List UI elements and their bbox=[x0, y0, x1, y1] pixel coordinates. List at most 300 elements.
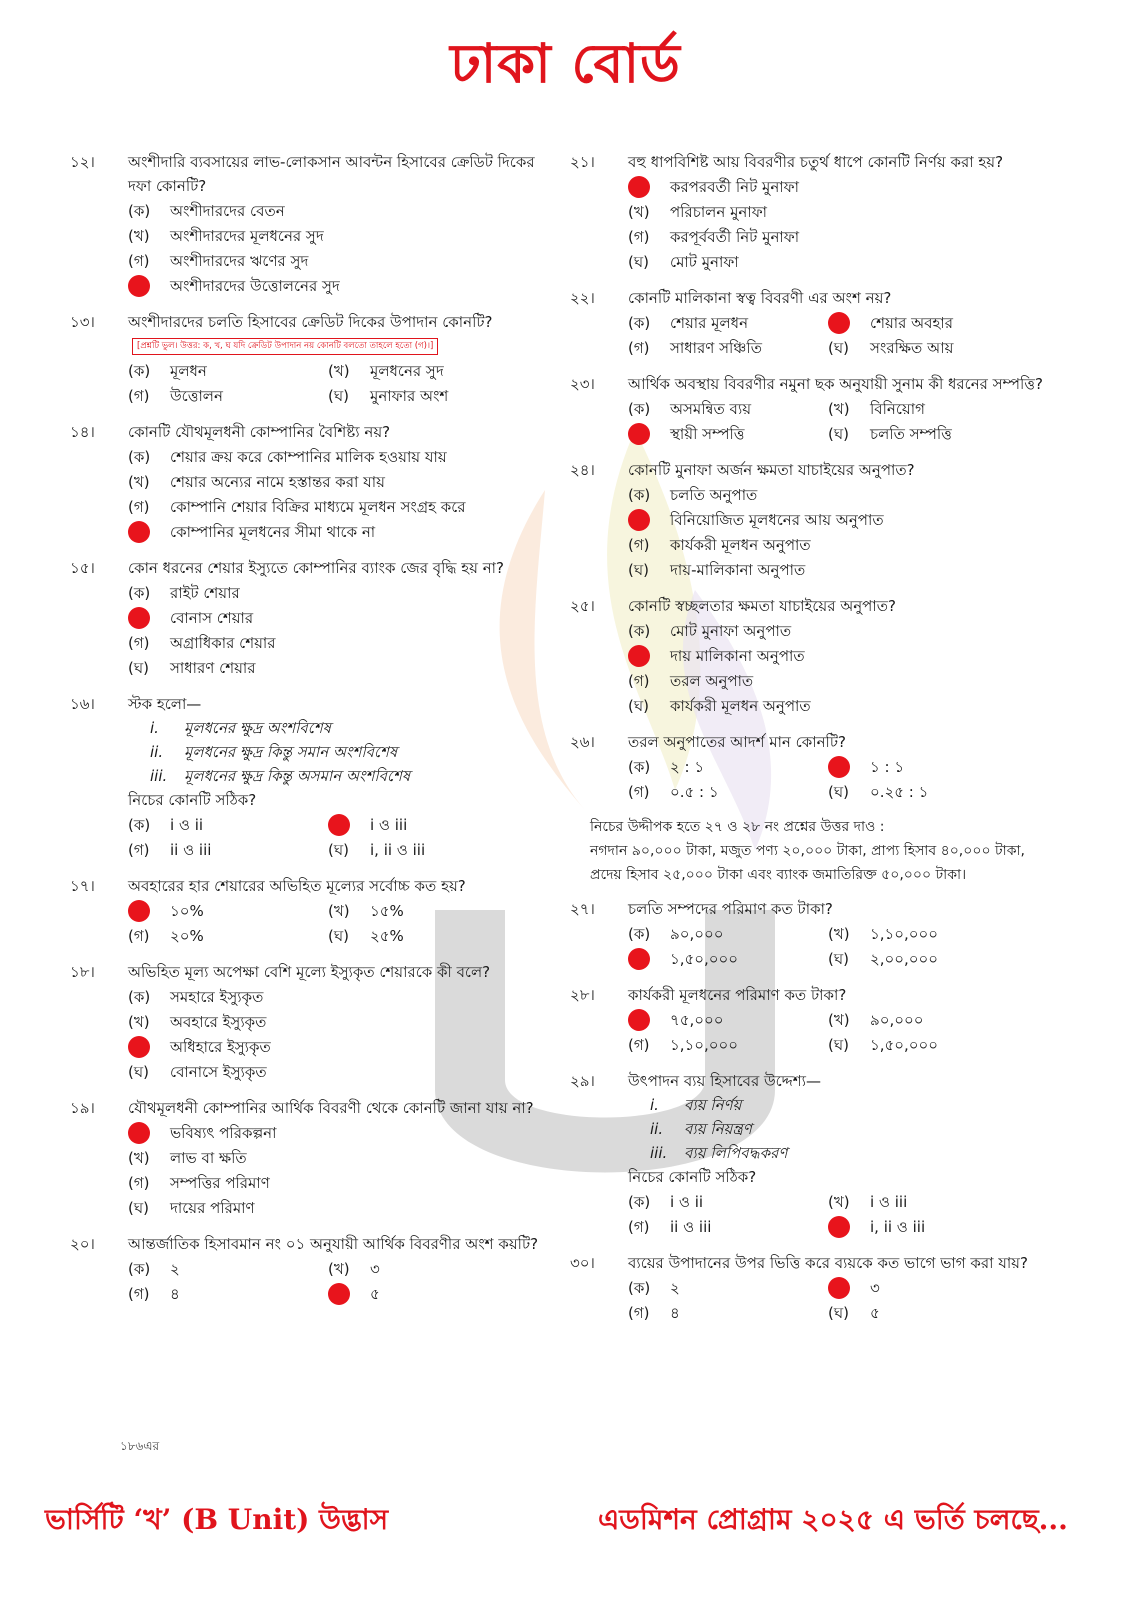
question-text bbox=[628, 730, 1050, 754]
option-text: মূলধনের সুদ bbox=[370, 361, 444, 380]
statement-item bbox=[150, 740, 540, 764]
option-text: দায়ের পরিমাণ bbox=[170, 1198, 255, 1217]
option-label: (খ) bbox=[828, 1010, 850, 1029]
answer-option bbox=[128, 580, 540, 605]
answer-option bbox=[128, 198, 540, 223]
correct-answer-dot-icon bbox=[128, 1122, 150, 1144]
option-label: (গ) bbox=[628, 338, 650, 357]
option-text: অগ্রাধিকার শেয়ার bbox=[170, 633, 276, 652]
question-stem bbox=[70, 1232, 540, 1256]
answer-option bbox=[128, 383, 328, 408]
option-text: ২৫% bbox=[370, 926, 404, 945]
answer-option bbox=[628, 1214, 828, 1239]
question-text-body: অংশীদারি ব্যবসায়ের লাভ-লোকসান আবন্টন হিসাবের ক্রেডিট দিকের দফা কোনটি? bbox=[128, 153, 535, 195]
option-text: i, ii ও iii bbox=[370, 840, 426, 859]
question bbox=[570, 594, 1050, 718]
option-label: (ক) bbox=[128, 583, 151, 602]
question-stem bbox=[570, 897, 1050, 921]
option-text: সাধারণ সঞ্চিতি bbox=[670, 338, 762, 357]
option-text: ২,০০,০০০ bbox=[870, 949, 939, 968]
option-label: (গ) bbox=[628, 1217, 650, 1236]
option-text: i, ii ও iii bbox=[870, 1217, 926, 1236]
option-text: ২ : ১ bbox=[670, 757, 705, 776]
option-grid bbox=[570, 921, 1050, 971]
correct-answer-dot-icon bbox=[628, 423, 650, 445]
option-text: ১,১০,০০০ bbox=[670, 1035, 739, 1054]
option-text: বিনিয়োজিত মূলধনের আয় অনুপাত bbox=[670, 510, 884, 529]
answer-option bbox=[828, 921, 1028, 946]
option-grid bbox=[570, 310, 1050, 360]
answer-option bbox=[828, 421, 1028, 446]
option-text: ii ও iii bbox=[170, 840, 212, 859]
correct-answer-dot-icon bbox=[128, 275, 150, 297]
statement-text: ব্যয় লিপিবদ্ধকরণ bbox=[684, 1144, 788, 1163]
option-grid bbox=[570, 1275, 1050, 1325]
option-list bbox=[70, 580, 540, 680]
question-number: ১৫। bbox=[70, 559, 95, 577]
option-text: শেয়ার ক্রয় করে কোম্পানির মালিক হওয়ায় যায় bbox=[170, 447, 447, 466]
question-text-body: ব্যয়ের উপাদানের উপর ভিত্তি করে ব্যয়কে কত ভাগে ভাগ করা যায়? bbox=[628, 1254, 1028, 1273]
option-text: ৫ bbox=[870, 1303, 880, 1322]
question-text-body: আন্তর্জাতিক হিসাবমান নং ০১ অনুযায়ী আর্থিক বিবরণীর অংশ কয়টি? bbox=[128, 1235, 539, 1253]
question-stem bbox=[70, 150, 540, 198]
question-number: ২৯। bbox=[570, 1072, 595, 1091]
right-column bbox=[570, 150, 1050, 1337]
question bbox=[70, 1232, 540, 1306]
question-text bbox=[628, 286, 1050, 310]
question-text-body: স্টক হলো— bbox=[128, 695, 202, 713]
question-number: ২৮। bbox=[570, 986, 595, 1005]
option-label: (গ) bbox=[628, 782, 650, 801]
option-list bbox=[570, 618, 1050, 718]
option-grid bbox=[570, 754, 1050, 804]
option-text: অবহারে ইস্যুকৃত bbox=[170, 1012, 267, 1031]
answer-option bbox=[128, 1195, 540, 1220]
option-text: ১ : ১ bbox=[870, 757, 905, 776]
answer-option bbox=[128, 1059, 540, 1084]
option-label: (ক) bbox=[128, 815, 151, 834]
option-list bbox=[70, 984, 540, 1084]
correct-answer-dot-icon bbox=[828, 1277, 850, 1299]
question-number: ২৩। bbox=[570, 375, 595, 393]
option-label: (ঘ) bbox=[628, 560, 649, 579]
question-stem bbox=[70, 1096, 540, 1120]
answer-option bbox=[628, 618, 1050, 643]
question-text bbox=[628, 150, 1050, 174]
correct-answer-dot-icon bbox=[828, 756, 850, 778]
option-label: (খ) bbox=[828, 399, 850, 418]
answer-option bbox=[128, 519, 540, 544]
question-stem bbox=[570, 372, 1050, 396]
correct-answer-dot-icon bbox=[128, 607, 150, 629]
question-text bbox=[628, 372, 1050, 396]
question-text-body: আর্থিক অবস্থায় বিবরণীর নমুনা ছক অনুযায়ী সুনাম কী ধরনের সম্পত্তি? bbox=[628, 375, 1043, 393]
correct-answer-dot-icon bbox=[128, 521, 150, 543]
option-grid bbox=[70, 898, 540, 948]
question-text bbox=[628, 1251, 1050, 1275]
question-stem bbox=[70, 874, 540, 898]
correct-answer-dot-icon bbox=[128, 900, 150, 922]
answer-option bbox=[128, 1034, 540, 1059]
option-label: (গ) bbox=[628, 671, 650, 690]
option-text: মুনাফার অংশ bbox=[370, 386, 449, 405]
option-text: ৫ bbox=[370, 1284, 380, 1303]
option-list bbox=[70, 1120, 540, 1220]
option-label: (গ) bbox=[128, 1284, 150, 1303]
answer-option bbox=[628, 1300, 828, 1325]
option-text: কার্যকরী মূলধন অনুপাত bbox=[670, 696, 811, 715]
question-text bbox=[128, 1096, 540, 1120]
question bbox=[570, 458, 1050, 582]
question-number: ১৪। bbox=[70, 423, 95, 441]
answer-option bbox=[628, 199, 1050, 224]
answer-option bbox=[128, 812, 328, 837]
correct-answer-dot-icon bbox=[328, 814, 350, 836]
option-text: কোম্পানি শেয়ার বিক্রির মাধ্যমে মূলধন সংগ্রহ করে bbox=[170, 497, 466, 516]
question bbox=[70, 420, 540, 544]
option-label: (ক) bbox=[628, 924, 651, 943]
question-number: ২৪। bbox=[570, 461, 595, 479]
option-label: (ঘ) bbox=[128, 658, 149, 677]
option-text: ৯০,০০০ bbox=[670, 924, 724, 943]
answer-option bbox=[628, 421, 828, 446]
question-number: ২০। bbox=[70, 1235, 95, 1253]
option-text: লাভ বা ক্ষতি bbox=[170, 1148, 247, 1167]
answer-option bbox=[128, 923, 328, 948]
question bbox=[70, 874, 540, 948]
answer-option bbox=[328, 923, 528, 948]
question bbox=[70, 960, 540, 1084]
question bbox=[570, 730, 1050, 804]
statement-item bbox=[150, 716, 540, 740]
answer-option bbox=[828, 1275, 1028, 1300]
answer-option bbox=[128, 469, 540, 494]
option-label: (ক) bbox=[128, 987, 151, 1006]
option-grid bbox=[70, 812, 540, 862]
option-label: (ঘ) bbox=[828, 1035, 849, 1054]
answer-option bbox=[828, 946, 1028, 971]
statement-item bbox=[650, 1117, 1050, 1141]
answer-option bbox=[128, 1009, 540, 1034]
question-text-body: অভিহিত মূল্য অপেক্ষা বেশি মূল্যে ইস্যুকৃত শেয়ারকে কী বলে? bbox=[128, 963, 491, 981]
answer-option bbox=[628, 224, 1050, 249]
option-text: i ও iii bbox=[870, 1192, 908, 1211]
statement-text: ব্যয় নির্ণয় bbox=[684, 1096, 742, 1115]
option-label: (খ) bbox=[328, 901, 350, 920]
option-label: (ক) bbox=[628, 757, 651, 776]
answer-option bbox=[628, 557, 1050, 582]
option-label: (ঘ) bbox=[828, 782, 849, 801]
answer-option bbox=[628, 249, 1050, 274]
option-text: শেয়ার অন্যের নামে হস্তান্তর করা যায় bbox=[170, 472, 385, 491]
correct-answer-dot-icon bbox=[628, 1009, 650, 1031]
correct-answer-dot-icon bbox=[828, 312, 850, 334]
option-text: সাধারণ শেয়ার bbox=[170, 658, 256, 677]
answer-option bbox=[128, 1120, 540, 1145]
answer-option bbox=[628, 1189, 828, 1214]
option-text: পরিচালন মুনাফা bbox=[670, 202, 768, 221]
answer-option bbox=[828, 1032, 1028, 1057]
question bbox=[570, 372, 1050, 446]
question bbox=[570, 286, 1050, 360]
question-text bbox=[128, 420, 540, 444]
answer-option bbox=[128, 605, 540, 630]
option-label: (ক) bbox=[628, 399, 651, 418]
option-text: স্থায়ী সম্পত্তি bbox=[670, 424, 745, 443]
option-text: ২ bbox=[670, 1278, 680, 1297]
option-label: (গ) bbox=[128, 926, 150, 945]
question-stem bbox=[570, 730, 1050, 754]
option-text: ২ bbox=[170, 1259, 180, 1278]
statement-number: i. bbox=[150, 719, 159, 737]
option-text: i ও iii bbox=[370, 815, 408, 834]
answer-option bbox=[628, 1275, 828, 1300]
question-text-body: চলতি সম্পদের পরিমাণ কত টাকা? bbox=[628, 900, 833, 919]
page-title: ঢাকা বোর্ড bbox=[450, 32, 681, 95]
answer-option bbox=[328, 837, 528, 862]
question-text bbox=[128, 874, 540, 898]
question-number: ২৭। bbox=[570, 900, 595, 919]
option-text: ০.২৫ : ১ bbox=[870, 782, 929, 801]
question bbox=[570, 1251, 1050, 1325]
question-text-body: কোন ধরনের শেয়ার ইস্যুতে কোম্পানির ব্যাংক জের বৃদ্ধি হয় না? bbox=[128, 559, 504, 577]
answer-option bbox=[628, 482, 1050, 507]
question bbox=[570, 1069, 1050, 1239]
question-text bbox=[128, 692, 540, 716]
option-list bbox=[570, 174, 1050, 274]
option-text: বোনাস শেয়ার bbox=[170, 608, 254, 627]
answer-option bbox=[628, 1032, 828, 1057]
option-label: (ক) bbox=[128, 447, 151, 466]
option-label: (খ) bbox=[128, 226, 150, 245]
passage-heading: নিচের উদ্দীপক হতে ২৭ ও ২৮ নং প্রশ্নের উত্তর দাও : bbox=[590, 819, 885, 835]
answer-option bbox=[328, 383, 528, 408]
answer-option bbox=[128, 1256, 328, 1281]
question-text-body: কোনটি স্বচ্ছলতার ক্ষমতা যাচাইয়ের অনুপাত? bbox=[628, 597, 896, 615]
option-label: (ক) bbox=[128, 361, 151, 380]
answer-option bbox=[628, 396, 828, 421]
option-text: বিনিয়োগ bbox=[870, 399, 925, 418]
option-text: রাইট শেয়ার bbox=[170, 583, 240, 602]
option-label: (ঘ) bbox=[828, 1303, 849, 1322]
option-text: ১৫% bbox=[370, 901, 404, 920]
option-label: (খ) bbox=[128, 1012, 150, 1031]
option-text: ভবিষ্যৎ পরিকল্পনা bbox=[170, 1123, 277, 1142]
question-number: ২১। bbox=[570, 153, 595, 171]
option-label: (গ) bbox=[128, 633, 150, 652]
answer-option bbox=[828, 396, 1028, 421]
question-number: ১৮। bbox=[70, 963, 95, 981]
option-text: শেয়ার মূলধন bbox=[670, 313, 749, 332]
question-stem bbox=[570, 594, 1050, 618]
answer-option bbox=[828, 1214, 1028, 1239]
option-label: (ঘ) bbox=[828, 424, 849, 443]
answer-option bbox=[328, 812, 528, 837]
option-text: অংশীদারদের বেতন bbox=[170, 201, 285, 220]
answer-option bbox=[128, 248, 540, 273]
option-text: বোনাসে ইস্যুকৃত bbox=[170, 1062, 267, 1081]
option-text: ১,১০,০০০ bbox=[870, 924, 939, 943]
option-label: (ঘ) bbox=[128, 1198, 149, 1217]
question-number: ১২। bbox=[70, 153, 95, 171]
question bbox=[70, 556, 540, 680]
option-text: কোম্পানির মূলধনের সীমা থাকে না bbox=[170, 522, 376, 541]
question-subprompt: নিচের কোনটি সঠিক? bbox=[128, 791, 257, 809]
question bbox=[570, 983, 1050, 1057]
option-label: (গ) bbox=[128, 1173, 150, 1192]
answer-option bbox=[128, 358, 328, 383]
stimulus-passage bbox=[570, 816, 1050, 887]
option-text: ৩ bbox=[870, 1278, 880, 1297]
answer-option bbox=[128, 898, 328, 923]
option-text: ৭৫,০০০ bbox=[670, 1010, 724, 1029]
answer-option bbox=[828, 779, 1028, 804]
footer-right-admission: এডমিশন প্রোগ্রাম ২০২৫ এ ভর্তি চলছে... bbox=[598, 1503, 1068, 1536]
option-label: (গ) bbox=[128, 386, 150, 405]
question-stem bbox=[570, 983, 1050, 1007]
correct-answer-dot-icon bbox=[628, 645, 650, 667]
question-text bbox=[628, 1069, 1050, 1093]
question-subprompt: নিচের কোনটি সঠিক? bbox=[628, 1168, 757, 1187]
option-label: (ক) bbox=[628, 1278, 651, 1297]
answer-option bbox=[128, 1281, 328, 1306]
option-grid bbox=[70, 1256, 540, 1306]
option-label: (ঘ) bbox=[628, 252, 649, 271]
option-label: (গ) bbox=[628, 1035, 650, 1054]
option-text: ৩ bbox=[370, 1259, 380, 1278]
answer-option bbox=[628, 335, 828, 360]
option-label: (গ) bbox=[628, 1303, 650, 1322]
option-text: অসমন্বিত ব্যয় bbox=[670, 399, 752, 418]
question bbox=[70, 310, 540, 408]
answer-option bbox=[628, 532, 1050, 557]
question-stem bbox=[570, 1251, 1050, 1275]
option-text: সম্পত্তির পরিমাণ bbox=[170, 1173, 270, 1192]
option-label: (খ) bbox=[128, 472, 150, 491]
question-number: ১৩। bbox=[70, 313, 95, 331]
option-label: (খ) bbox=[628, 202, 650, 221]
option-grid bbox=[570, 1007, 1050, 1057]
answer-option bbox=[128, 1145, 540, 1170]
option-label: (ঘ) bbox=[328, 926, 349, 945]
answer-option bbox=[628, 1007, 828, 1032]
option-label: (খ) bbox=[328, 361, 350, 380]
question-stem bbox=[570, 286, 1050, 310]
option-text: শেয়ার অবহার bbox=[870, 313, 953, 332]
question-text bbox=[628, 897, 1050, 921]
question-text-body: যৌথমূলধনী কোম্পানির আর্থিক বিবরণী থেকে কোনটি জানা যায় না? bbox=[128, 1099, 534, 1117]
answer-option bbox=[128, 837, 328, 862]
correct-answer-dot-icon bbox=[628, 176, 650, 198]
question-stem bbox=[570, 150, 1050, 174]
statement-text: ব্যয় নিয়ন্ত্রণ bbox=[684, 1120, 752, 1139]
statement-item bbox=[650, 1093, 1050, 1117]
question-text bbox=[628, 458, 1050, 482]
answer-option bbox=[628, 668, 1050, 693]
question-text-body: কোনটি মুনাফা অর্জন ক্ষমতা যাচাইয়ের অনুপাত? bbox=[628, 461, 915, 479]
option-label: (ঘ) bbox=[128, 1062, 149, 1081]
answer-option bbox=[128, 494, 540, 519]
question-number: ১৯। bbox=[70, 1099, 95, 1117]
question-text-body: বহু ধাপবিশিষ্ট আয় বিবরণীর চতুর্থ ধাপে কোনটি নির্ণয় করা হয়? bbox=[628, 153, 1004, 171]
question-text-body: অংশীদারদের চলতি হিসাবের ক্রেডিট দিকের উপাদান কোনটি? bbox=[128, 313, 493, 331]
question bbox=[70, 692, 540, 862]
correction-note: [প্রশ্নটি ভুল। উত্তর: ক, খ, ঘ যদি ক্রেডিট উপাদান নয় কোনটি বলতো তাহলে হতো (গ)।] bbox=[132, 338, 438, 356]
option-text: করপূর্ববর্তী নিট মুনাফা bbox=[670, 227, 800, 246]
statement-text: মূলধনের ক্ষুদ্র কিন্তু সমান অংশবিশেষ bbox=[184, 743, 398, 761]
answer-option bbox=[328, 898, 528, 923]
statement-item bbox=[150, 764, 540, 788]
question-stem bbox=[570, 458, 1050, 482]
option-text: মূলধন bbox=[170, 361, 207, 380]
option-list bbox=[570, 482, 1050, 582]
answer-option bbox=[828, 335, 1028, 360]
passage-text: নগদান ৯০,০০০ টাকা, মজুত পণ্য ২০,০০০ টাকা, প্রাপ্য হিসাব ৪০,০০০ টাকা, প্রদেয় হিসাব ২৫,০০০ টাকা এবং ব্যাংক জমাতিরিক্ত ৫০,০০০ টাকা। bbox=[590, 842, 1026, 883]
option-label: (খ) bbox=[828, 1192, 850, 1211]
option-label: (ঘ) bbox=[328, 386, 349, 405]
option-label: (ক) bbox=[628, 313, 651, 332]
question-text-body: কোনটি যৌথমূলধনী কোম্পানির বৈশিষ্ট্য নয়? bbox=[128, 423, 391, 441]
statement-number: ii. bbox=[150, 743, 164, 761]
correct-answer-dot-icon bbox=[628, 948, 650, 970]
answer-option bbox=[328, 1281, 528, 1306]
option-label: (ঘ) bbox=[328, 840, 349, 859]
option-label: (ঘ) bbox=[828, 338, 849, 357]
footer-left-brand: ভার্সিটি ‘খ’ (B Unit) উদ্ভাস bbox=[45, 1503, 389, 1536]
option-text: সংরক্ষিত আয় bbox=[870, 338, 954, 357]
option-grid bbox=[70, 358, 540, 408]
answer-option bbox=[628, 754, 828, 779]
answer-option bbox=[128, 444, 540, 469]
question-text-body: কার্যকরী মূলধনের পরিমাণ কত টাকা? bbox=[628, 986, 847, 1005]
option-label: (ক) bbox=[628, 621, 651, 640]
statement-number: i. bbox=[650, 1096, 659, 1115]
option-text: মোট মুনাফা অনুপাত bbox=[670, 621, 792, 640]
option-text: ১,৫০,০০০ bbox=[870, 1035, 939, 1054]
question-stem bbox=[70, 310, 540, 358]
question-stem bbox=[70, 692, 540, 716]
answer-option bbox=[628, 693, 1050, 718]
question bbox=[570, 897, 1050, 971]
correct-answer-dot-icon bbox=[628, 509, 650, 531]
answer-option bbox=[128, 630, 540, 655]
option-label: (খ) bbox=[828, 924, 850, 943]
option-label: (ক) bbox=[628, 485, 651, 504]
answer-option bbox=[828, 1300, 1028, 1325]
correct-answer-dot-icon bbox=[828, 1216, 850, 1238]
answer-option bbox=[328, 1256, 528, 1281]
option-label: (গ) bbox=[128, 840, 150, 859]
option-text: ii ও iii bbox=[670, 1217, 712, 1236]
statement-number: iii. bbox=[150, 767, 168, 785]
answer-option bbox=[828, 1007, 1028, 1032]
option-label: (গ) bbox=[628, 227, 650, 246]
question-text bbox=[628, 983, 1050, 1007]
option-text: চলতি অনুপাত bbox=[670, 485, 758, 504]
option-text: সমহারে ইস্যুকৃত bbox=[170, 987, 264, 1006]
question-number: ২২। bbox=[570, 289, 595, 307]
answer-option bbox=[628, 921, 828, 946]
statement-item bbox=[650, 1141, 1050, 1165]
option-text: মোট মুনাফা bbox=[670, 252, 739, 271]
correct-answer-dot-icon bbox=[128, 1036, 150, 1058]
option-label: (ক) bbox=[628, 1192, 651, 1211]
answer-option bbox=[128, 273, 540, 298]
statement-number: iii. bbox=[650, 1144, 668, 1163]
answer-option bbox=[828, 310, 1028, 335]
option-label: (ঘ) bbox=[628, 696, 649, 715]
option-label: (ক) bbox=[128, 201, 151, 220]
